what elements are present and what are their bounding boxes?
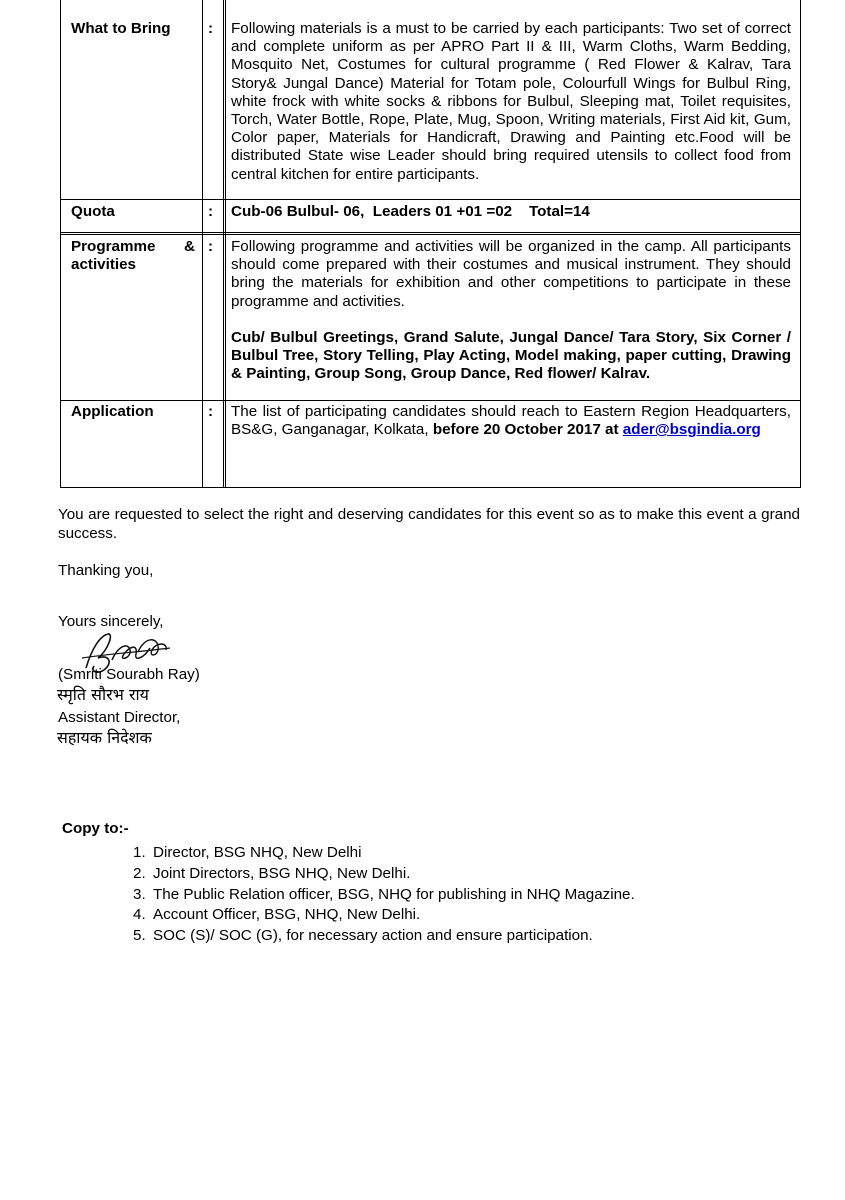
programme-activities: Cub/ Bulbul Greetings, Grand Salute, Jungal Dance/ Tara Story, Six Corner / Bulbul Tree, Story Telling, Play Acting, Model making, paper cutting, Drawing & Painting, Group Song, Group Dance, Red flower/ Kalrav. [231, 328, 791, 383]
list-item: 5. SOC (S)/ SOC (G), for necessary action and ensure participation. [133, 927, 593, 945]
row-label: Application [71, 403, 154, 420]
signatory-name: (Smriti Sourabh Ray) [58, 666, 200, 683]
row-separator [61, 232, 800, 235]
table-row-what-to-bring [61, 0, 800, 200]
row-value: Following materials is a must to be carried by each participants: Two set of correct and complete uniform as per APRO Part II & III, Warm Cloths, Warm Bedding, Mosquito Net, Costumes for cultural programme ( Red Flower & Kalrav, Tara Story& Jungal Dance) Material for Totam pole, Colourfull Wings for Bulbul Ring, white frock with white socks & ribbons for Bulbul, Sleeping mat, Toilet requisites, Torch, Water Bottle, Rope, Plate, Mug, Spoon, Writing materials, First Aid kit, Gum, Color paper, Materials for Handicraft, Drawing and Painting etc.Food will be distributed State wise Leader should bring required utensils to collect food from central kitchen for entire participants. [231, 20, 791, 183]
table-row-application [61, 402, 800, 487]
application-text: The list of participating candidates should reach to Eastern Region Headquarters, BS&G, Ganganagar, Kolkata, [231, 403, 791, 439]
row-colon: : [208, 403, 214, 420]
row-value [231, 403, 791, 439]
request-paragraph: You are requested to select the right and deserving candidates for this event so as to make this event a grand success. [58, 506, 800, 542]
row-colon: : [208, 203, 214, 220]
row-label [71, 238, 195, 274]
row-value [231, 238, 791, 383]
row-label: Quota [71, 203, 115, 220]
details-table [60, 0, 801, 488]
row-value: Cub-06 Bulbul- 06, Leaders 01 +01 =02 Total=14 [231, 203, 590, 220]
list-item: 4. Account Officer, BSG, NHQ, New Delhi. [133, 906, 421, 924]
email-link[interactable]: ader@bsgindia.org [622, 421, 761, 439]
table-row-programme [61, 236, 800, 401]
list-item: 2. Joint Directors, BSG NHQ, New Delhi. [133, 864, 411, 882]
row-label-line1: Programme & [71, 238, 195, 255]
row-colon: : [208, 238, 214, 255]
thanking-text: Thanking you, [58, 562, 154, 579]
list-item: 1. Director, BSG NHQ, New Delhi [133, 844, 362, 861]
signatory-title-hindi: सहायक निदेशक [57, 728, 152, 747]
row-colon: : [208, 20, 214, 37]
row-label-line2: activities [71, 256, 137, 273]
row-separator [61, 199, 800, 200]
list-item: 3. The Public Relation officer, BSG, NHQ for publishing in NHQ Magazine. [133, 885, 635, 903]
copy-to-heading: Copy to:- [62, 820, 129, 837]
programme-intro: Following programme and activities will be organized in the camp. All participants should come prepared with their costumes and musical instrument. They should bring the materials for exhibition and other competitions to participate in these programme and activities. [231, 238, 791, 310]
row-separator [61, 400, 800, 401]
closing-text: Yours sincerely, [58, 613, 164, 630]
signatory-title: Assistant Director, [58, 709, 181, 726]
copy-to-list [133, 843, 635, 947]
signatory-name-hindi: स्मृति सौरभ राय [57, 685, 149, 704]
row-label: What to Bring [71, 20, 171, 37]
application-deadline: before 20 October 2017 at [432, 421, 619, 439]
table-row-quota [61, 201, 800, 234]
